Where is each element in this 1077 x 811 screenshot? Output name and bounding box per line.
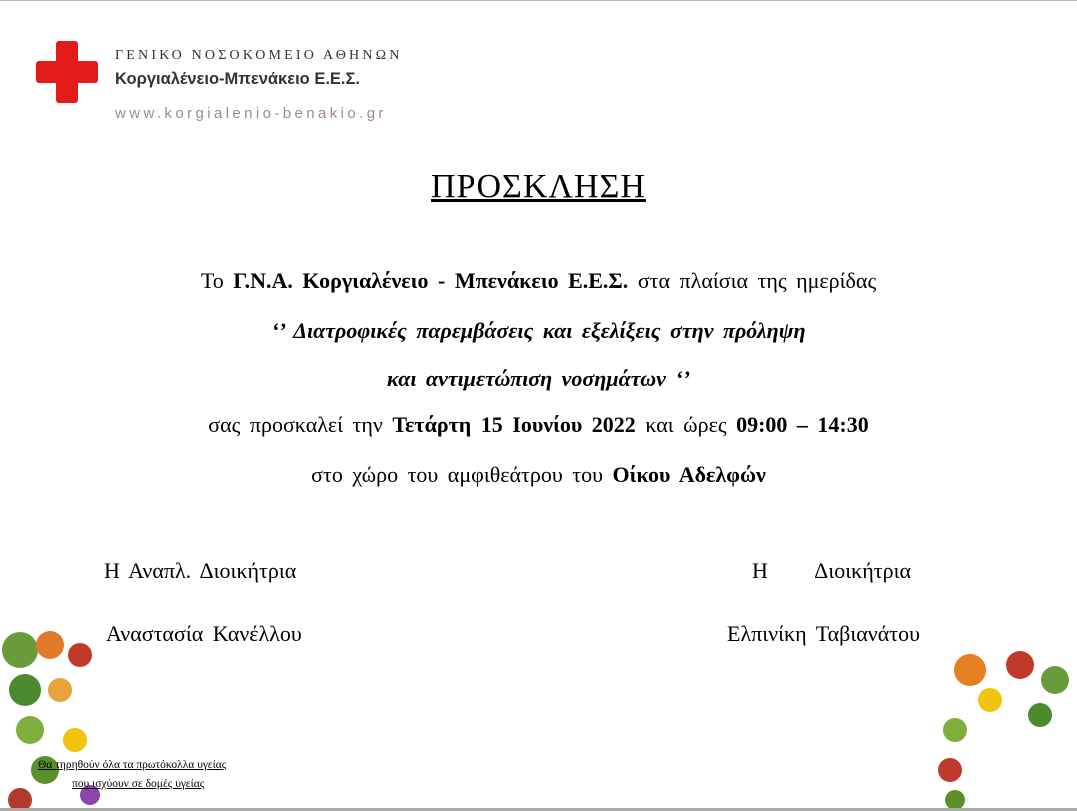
text: στο χώρο του αμφιθεάτρου του [311,462,613,487]
text: και ώρες [635,412,737,437]
event-date: Τετάρτη 15 Ιουνίου 2022 [392,412,636,437]
body-line-4 [0,412,1077,438]
body-line-1 [0,268,1077,294]
health-protocol-note-1: Θα τηρηθούν όλα τα πρωτόκολλα υγείας [38,759,227,771]
venue: Οίκου Αδελφών [612,462,766,487]
page-title: ΠΡΟΣΚΛΗΣΗ [431,168,646,205]
hospital-name: Γ.Ν.Α. Κοργιαλένειο - Μπενάκειο Ε.Ε.Σ. [233,268,629,293]
logo-hospital-name: ΓΕΝΙΚΟ ΝΟΣΟΚΟΜΕΙΟ ΑΘΗΝΩΝ [115,48,403,63]
event-time: 09:00 – 14:30 [736,412,869,437]
event-title-2: και αντιμετώπιση νοσημάτων ‘’ [386,366,691,391]
logo-hospital-subname: Κοργιαλένειο-Μπενάκειο Ε.Ε.Σ. [115,70,360,88]
body-line-5 [0,462,1077,488]
page-border [0,0,1077,1]
vegetable-decoration-right [930,640,1077,811]
text: Το [200,268,234,293]
event-title-1: ‘’ Διατροφικές παρεμβάσεις και εξελίξεις στην πρόληψη [271,318,806,343]
text: σας προσκαλεί την [208,412,393,437]
logo-url: www.korgialenio-benakio.gr [115,105,387,122]
left-signatory-role: Η Αναπλ. Διοικήτρια [104,558,297,583]
right-signatory-name: Ελπινίκη Ταβιανάτου [727,621,920,646]
left-signatory-name: Αναστασία Κανέλλου [106,621,302,646]
health-protocol-note-2: που ισχύουν σε δομές υγείας [72,778,205,790]
text: στα πλαίσια της ημερίδας [628,268,877,293]
right-signatory-role: Η Διοικήτρια [752,558,912,583]
red-cross-logo-icon [36,41,98,103]
